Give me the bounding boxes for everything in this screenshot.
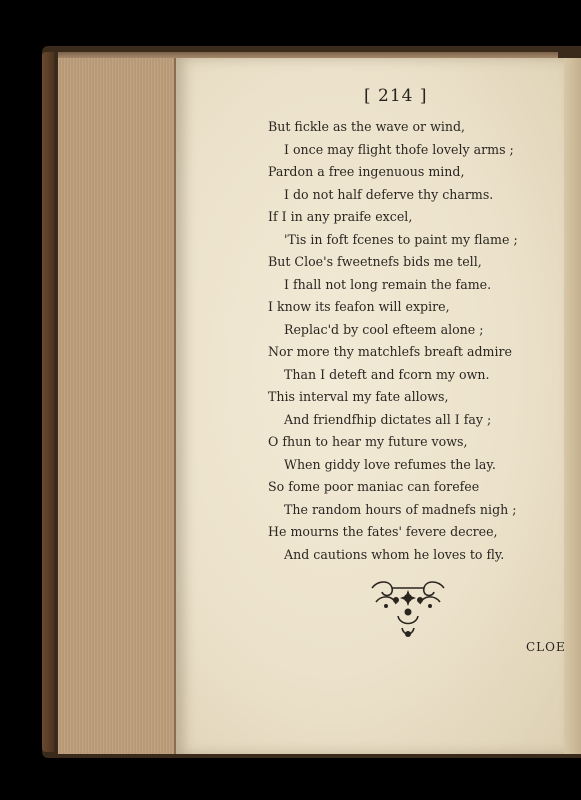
poem-line: If I in any praife excel, [268, 209, 413, 224]
poem-line: So fome poor maniac can forefee [268, 479, 480, 494]
stanza-4 [268, 386, 496, 476]
stanza-1 [268, 116, 514, 206]
stanza-5 [268, 476, 517, 566]
poem-line: I once may flight thofe lovely arms ; [284, 141, 514, 157]
floral-tailpiece-icon [368, 578, 448, 644]
poem-line: I fhall not long remain the fame. [284, 276, 492, 292]
catchword: CLOE [526, 640, 566, 654]
poem-line: The random hours of madnefs nigh ; [284, 501, 517, 517]
poem-line: And friendfhip dictates all I fay ; [284, 411, 492, 427]
poem-line: Nor more thy matchlefs breaft admire [268, 344, 512, 359]
poem-line: And cautions whom he loves to fly. [284, 546, 505, 562]
stanza-3 [268, 296, 512, 386]
poem-line: He mourns the fates' fevere decree, [268, 524, 498, 539]
poem-line: Replac'd by cool efteem alone ; [284, 321, 484, 337]
poem-line: This interval my fate allows, [268, 389, 449, 404]
facing-page-edge [564, 58, 581, 754]
poem-line: I know its feafon will expire, [268, 299, 450, 314]
page-number: [ 214 ] [364, 86, 428, 106]
stanza-2 [268, 206, 518, 296]
poem-line: But Cloe's fweetnefs bids me tell, [268, 254, 482, 269]
book-spine-edge [42, 52, 54, 752]
poem-line: But fickle as the wave or wind, [268, 119, 466, 134]
poem-line: 'Tis in foft fcenes to paint my flame ; [284, 231, 518, 247]
poem-line: O fhun to hear my future vows, [268, 434, 468, 449]
page-block-edges [58, 58, 176, 754]
poem-line: When giddy love refumes the lay. [284, 456, 496, 472]
poem-line: Than I deteft and fcorn my own. [284, 366, 490, 382]
poem-line: Pardon a free ingenuous mind, [268, 164, 465, 179]
poem-line: I do not half deferve thy charms. [284, 186, 494, 202]
